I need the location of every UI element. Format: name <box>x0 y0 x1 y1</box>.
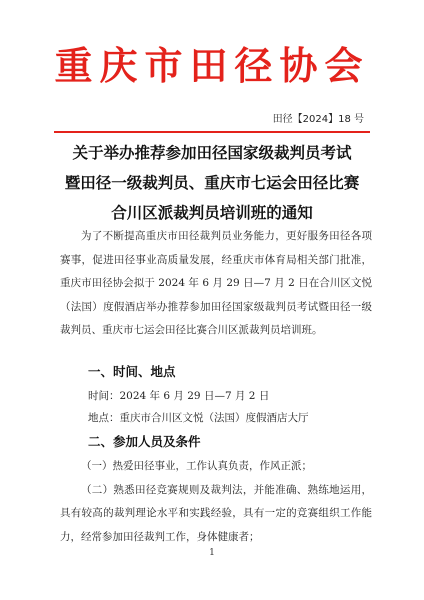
title-line-1: 关于举办推荐参加田径国家级裁判员考试 <box>72 144 352 162</box>
event-place: 地点：重庆市合川区文悦（法国）度假酒店大厅 <box>88 412 309 424</box>
section-1-heading: 一、时间、地点 <box>88 364 176 379</box>
page-number: 1 <box>209 548 215 558</box>
red-divider <box>54 131 370 133</box>
title-line-2: 暨田径一级裁判员、重庆市七运会田径比赛 <box>64 174 360 192</box>
title-line-3: 合川区派裁判员培训班的通知 <box>111 204 313 222</box>
event-time: 时间：2024 年 6 月 29 日—7 月 2 日 <box>88 390 270 402</box>
condition-item-1: （一）热爱田径事业，工作认真负责，作风正派； <box>81 460 312 472</box>
conditions-block <box>60 455 372 549</box>
document-number: 田径【2024】18 号 <box>272 114 364 125</box>
document-title <box>40 138 384 228</box>
intro-paragraph: 为了不断提高重庆市田径裁判员业务能力，更好服务田径各项赛事，促进田径事业高质量发展，经重庆市体育局相关部门批准，重庆市田径协会拟于 2024 年 6 月 29 日—7 月 2 日在合川区文悦（法国）度假酒店举办推荐参加田径国家级裁判员考试暨田径一级裁判员、重庆市七运会田径比赛合川区派裁判员培训班。 <box>60 230 372 336</box>
org-title: 重庆市田径协会 <box>54 44 370 88</box>
intro-block <box>60 225 372 343</box>
section-2-heading: 二、参加人员及条件 <box>88 434 201 449</box>
condition-item-2: （二）熟悉田径竞赛规则及裁判法，并能准确、熟练地运用，具有较高的裁判理论水平和实践经验，具有一定的竞赛组织工作能力，经常参加田径裁判工作，身体健康者； <box>60 483 372 543</box>
